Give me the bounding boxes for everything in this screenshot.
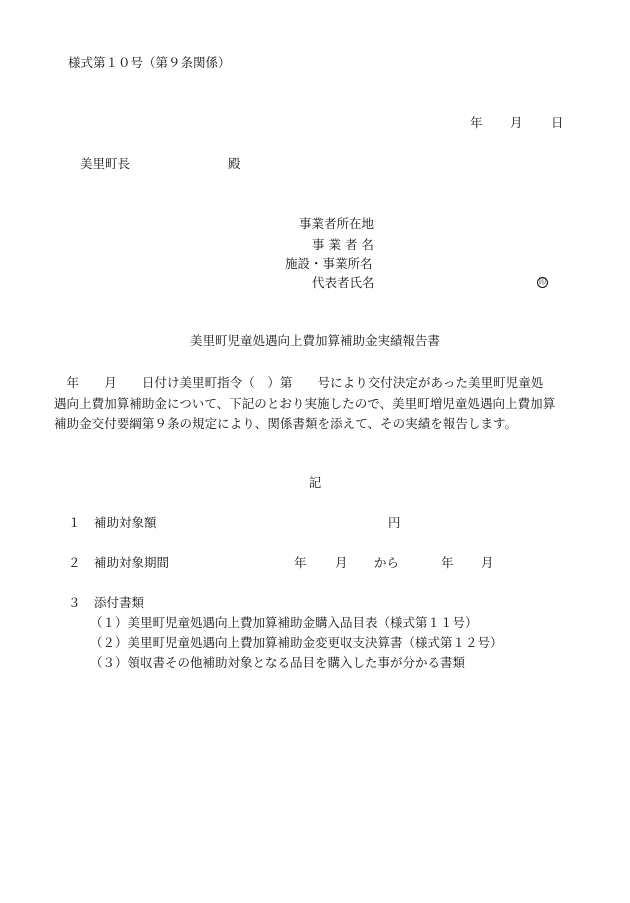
- attachment-item: （２）美里町児童処遇向上費加算補助金変更収支決算書（様式第１２号）: [90, 635, 503, 650]
- date-day-label: 日: [551, 115, 564, 130]
- item2-start-year: 年: [294, 555, 307, 570]
- date-month-label: 月: [510, 115, 523, 130]
- ki-heading: 記: [308, 475, 322, 490]
- item2-end-month: 月: [481, 555, 494, 570]
- business-name-label: 事 業 者 名: [312, 237, 374, 252]
- item1-number: １: [68, 515, 81, 530]
- facility-name-label: 施設・事業所名: [285, 256, 373, 271]
- item3-label: 添付書類: [94, 595, 145, 610]
- body-line: 補助金交付要綱第９条の規定により、関係書類を添えて、その実績を報告します。: [54, 416, 518, 431]
- body-line: 年 月 日付け美里町指令（ ）第 号により交付決定があった美里町児童処: [54, 375, 544, 390]
- business-address-label: 事業者所在地: [299, 216, 375, 231]
- item2-end-year: 年: [441, 555, 454, 570]
- addressee-name: 美里町長: [80, 156, 131, 171]
- item1-unit: 円: [388, 515, 401, 530]
- item2-number: ２: [68, 555, 81, 570]
- item1-label: 補助対象額: [94, 515, 157, 530]
- attachment-item: （３）領収書その他補助対象となる品目を購入した事が分かる書類: [90, 655, 466, 670]
- item2-start-month: 月: [335, 555, 348, 570]
- attachment-item: （１）美里町児童処遇向上費加算補助金購入品目表（様式第１１号）: [90, 615, 478, 630]
- seal-mark: 印: [539, 278, 546, 286]
- item3-number: ３: [68, 595, 81, 610]
- addressee-honorific: 殿: [228, 156, 241, 171]
- item2-label: 補助対象期間: [94, 555, 170, 570]
- form-number: 様式第１０号（第９条関係）: [68, 55, 231, 70]
- representative-name-label: 代表者氏名: [312, 275, 375, 290]
- item2-from: から: [374, 555, 400, 570]
- document-title: 美里町児童処遇向上費加算補助金実績報告書: [189, 333, 440, 348]
- date-year-label: 年: [470, 115, 483, 130]
- body-line: 遇向上費加算補助金について、下記のとおり実施したので、美里町増児童処遇向上費加算: [54, 396, 556, 411]
